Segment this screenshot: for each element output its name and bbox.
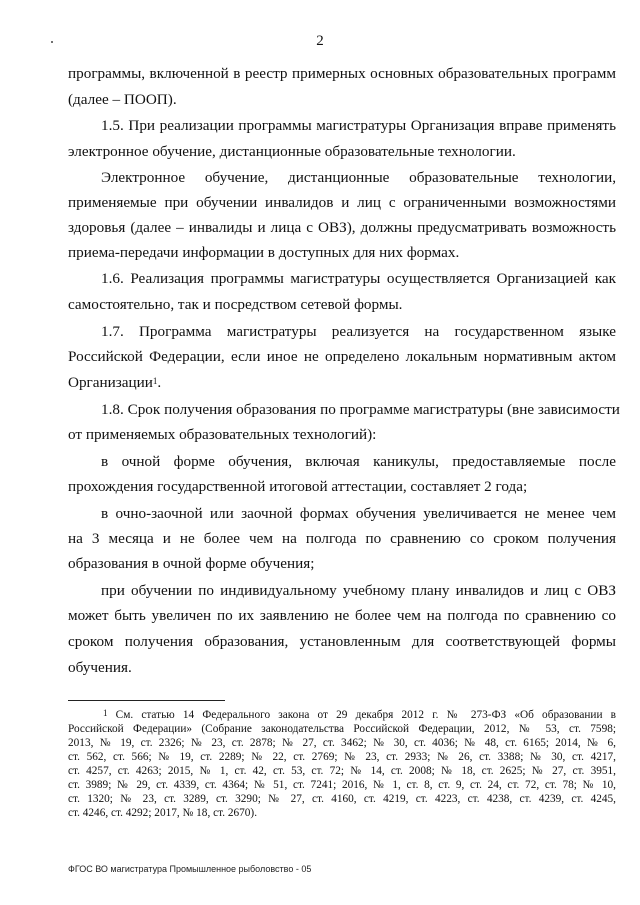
body-line: приема-передачи информации в доступных для них формах.	[68, 244, 460, 261]
footnote-line: ст. 4246, ст. 4292; 2017, № 18, ст. 2670).	[68, 807, 258, 819]
body-line: на 3 месяца и не более чем на полгода по сравнению со сроком получения	[68, 530, 616, 547]
footnote-line: ст. 1320; № 23, ст. 3289, ст. 3290; № 27, ст. 4160, ст. 4219, ст. 4223, ст. 4238, ст. 4239, ст. 4245,	[68, 793, 616, 805]
body-line: в очной форме обучения, включая каникулы, предоставляемые после	[101, 453, 616, 470]
body-line: Электронное обучение, дистанционные образовательные технологии,	[101, 169, 616, 186]
body-line: обучения.	[68, 659, 132, 676]
footnote-line	[103, 708, 616, 722]
page-footer: ФГОС ВО магистратура Промышленное рыболовство - 05	[68, 864, 312, 874]
body-line: в очно-заочной или заочной формах обучения увеличивается не менее чем	[101, 505, 616, 522]
body-line-text: Организации	[68, 374, 153, 391]
footnote-reference-period: .	[157, 374, 162, 391]
body-line: применяемые при обучении инвалидов и лиц с ограниченными возможностями	[68, 194, 616, 211]
footnote-separator	[68, 700, 225, 701]
body-line-with-footnote	[68, 374, 616, 392]
body-line: здоровья (далее – инвалиды и лица с ОВЗ), должны предусматривать возможность	[68, 219, 616, 236]
footnote-line: Российской Федерации» (Собрание законодательства Российской Федерации, 2012, № 53, ст. 7598;	[68, 723, 616, 735]
body-line: 1.7. Программа магистратуры реализуется на государственном языке	[101, 323, 616, 340]
footnote-line: 2013, № 19, ст. 2326; № 23, ст. 2878; № 27, ст. 3462; № 30, ст. 4036; № 48, ст. 6165; 2014, № 6,	[68, 737, 616, 749]
footnote-line: ст. 562, ст. 566; № 19, ст. 2289; № 22, ст. 2769; № 23, ст. 2933; № 26, ст. 3388; № 30, ст. 4217,	[68, 751, 616, 763]
body-line: от применяемых образовательных технологий):	[68, 426, 377, 443]
body-line: (далее – ПООП).	[68, 91, 177, 108]
body-line: программы, включенной в реестр примерных основных образовательных программ	[68, 65, 616, 82]
body-line: прохождения государственной итоговой аттестации, составляет 2 года;	[68, 478, 528, 495]
page-number: 2	[316, 33, 324, 49]
body-line: 1.8. Срок получения образования по программе магистратуры (вне зависимости	[101, 401, 620, 418]
body-line: 1.6. Реализация программы магистратуры осуществляется Организацией как	[101, 270, 616, 287]
body-line: образования в очной форме обучения;	[68, 555, 315, 572]
body-line: электронное обучение, дистанционные образовательные технологии.	[68, 143, 516, 160]
footnote-line: ст. 4257, ст. 4263; 2015, № 1, ст. 42, ст. 53, ст. 72; № 14, ст. 2008; № 18, ст. 2625; № 27, ст. 3951,	[68, 765, 616, 777]
footnote-reference: 1	[152, 376, 158, 386]
body-line: Российской Федерации, если иное не определено локальным нормативным актом	[68, 348, 616, 365]
footnote-line-text: См. статью 14 Федерального закона от 29 декабря 2012 г. № 273-ФЗ «Об образовании в	[115, 709, 616, 721]
body-line: самостоятельно, так и посредством сетевой формы.	[68, 296, 403, 313]
footnote-line: ст. 3989; № 29, ст. 4339, ст. 4364; № 51, ст. 7241; 2016, № 1, ст. 8, ст. 9, ст. 24, ст. 72, ст. 78; № 10,	[68, 779, 616, 791]
body-line: может быть увеличен по их заявлению не более чем на полгода по сравнению со	[68, 607, 616, 624]
footnote-marker: 1	[103, 708, 108, 718]
body-line: сроком получения образования, установленным для соответствующей формы	[68, 633, 616, 650]
body-line: при обучении по индивидуальному учебному плану инвалидов и лиц с ОВЗ	[101, 582, 616, 599]
body-line: 1.5. При реализации программы магистратуры Организация вправе применять	[101, 117, 616, 134]
